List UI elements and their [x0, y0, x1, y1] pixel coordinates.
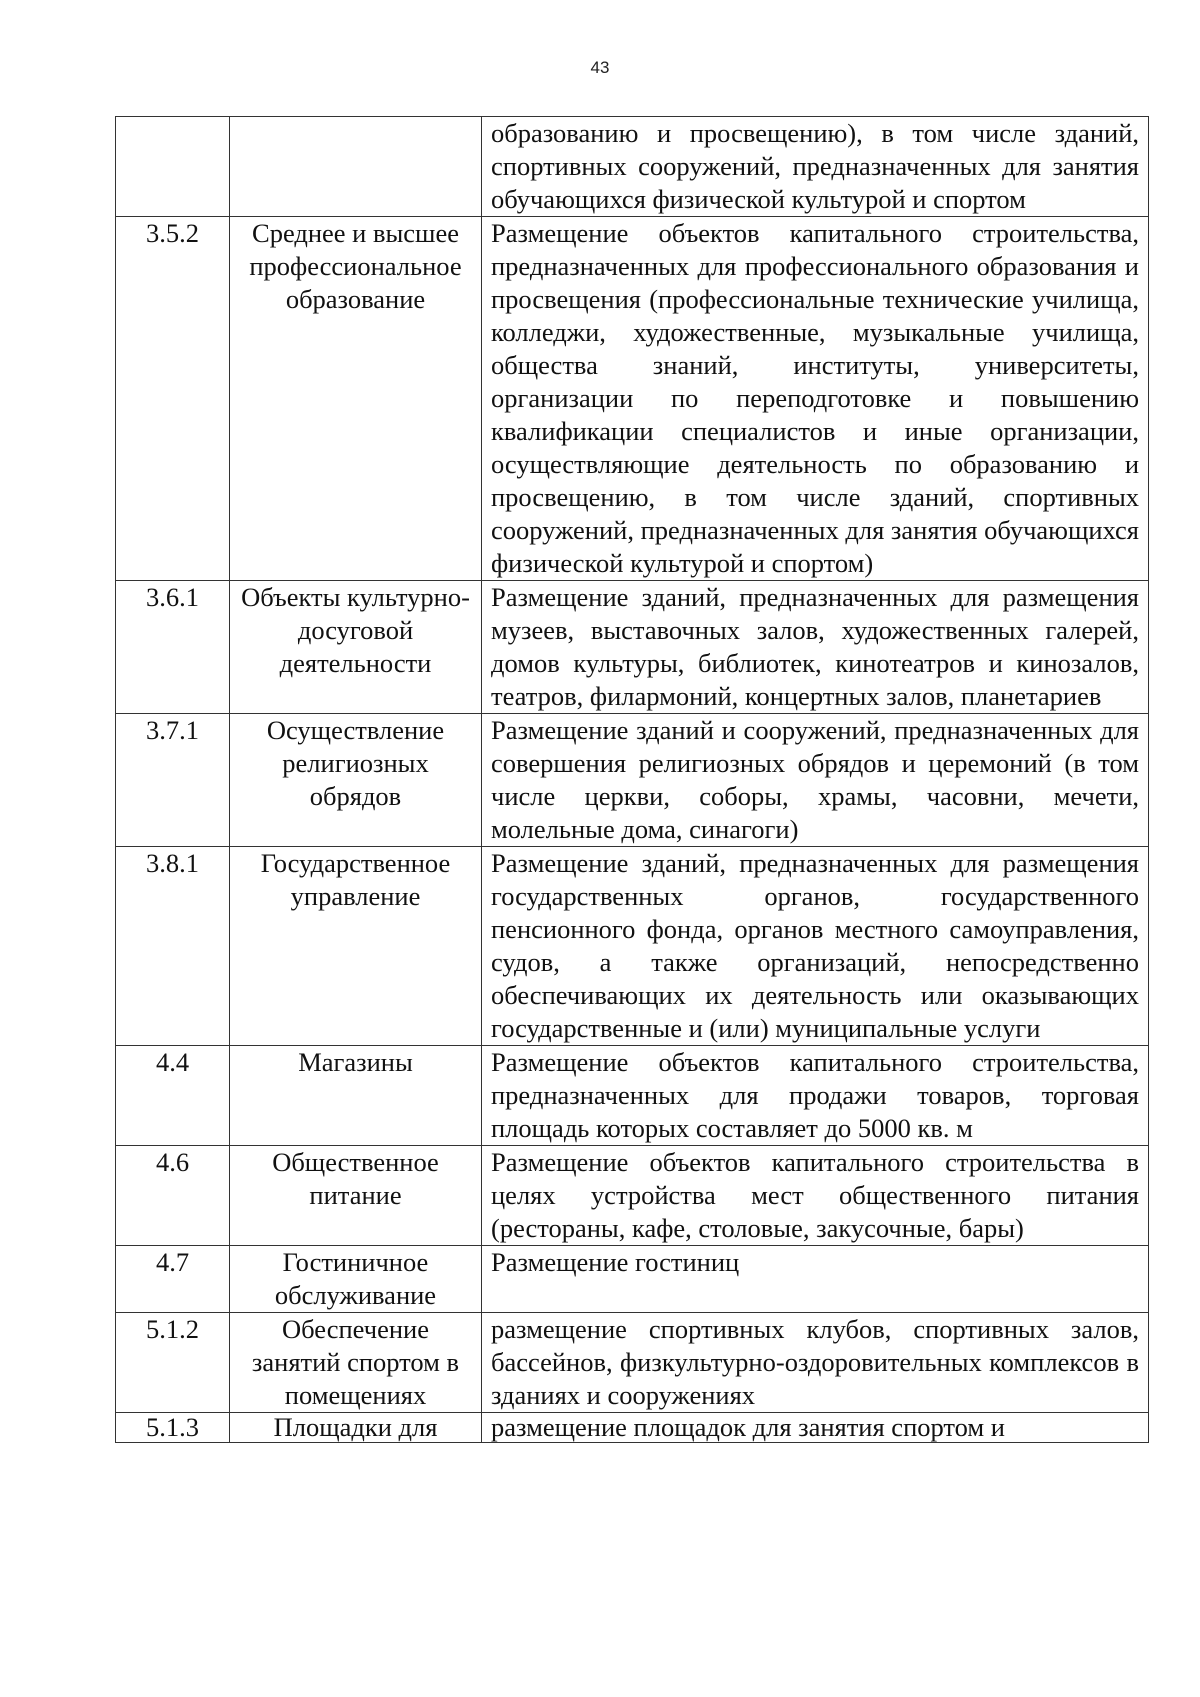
row-description: Размещение зданий, предназначенных для размещения государственных органов, государственного пенсионного фонда, органов местного самоуправления, судов, а также организаций, непосредственно обеспечивающих их деятельность или оказывающих государственные и (или) муниципальные услуги [482, 847, 1149, 1046]
row-description: Размещение объектов капитального строительства, предназначенных для профессионального образования и просвещения (профессиональные технические училища, колледжи, художественные, музыкальные училища, общества знаний, институты, университеты, организации по переподготовке и повышению квалификации специалистов и иные организации, осуществляющие деятельность по образованию и просвещению, в том числе зданий, спортивных сооружений, предназначенных для занятия обучающихся физической культурой и спортом) [482, 217, 1149, 581]
row-code: 3.7.1 [116, 714, 230, 847]
row-name: Осуществление религиозных обрядов [230, 714, 482, 847]
row-code: 5.1.2 [116, 1313, 230, 1413]
row-code: 5.1.3 [116, 1413, 230, 1443]
row-name: Гостиничное обслуживание [230, 1246, 482, 1313]
table-row [116, 217, 1149, 581]
row-description: Размещение объектов капитального строительства в целях устройства мест общественного питания (рестораны, кафе, столовые, закусочные, бары) [482, 1146, 1149, 1246]
row-description: размещение спортивных клубов, спортивных залов, бассейнов, физкультурно-оздоровительных комплексов в зданиях и сооружениях [482, 1313, 1149, 1413]
page-number: 43 [590, 58, 610, 77]
row-code: 3.6.1 [116, 581, 230, 714]
row-name: Объекты культурно-досуговой деятельности [230, 581, 482, 714]
table-row [116, 1413, 1149, 1443]
row-description: Размещение зданий и сооружений, предназначенных для совершения религиозных обрядов и церемоний (в том числе церкви, соборы, храмы, часовни, мечети, молельные дома, синагоги) [482, 714, 1149, 847]
row-code: 3.5.2 [116, 217, 230, 581]
row-name: Государственное управление [230, 847, 482, 1046]
row-name: Обеспечение занятий спортом в помещениях [230, 1313, 482, 1413]
table-row [116, 117, 1149, 217]
table-row [116, 581, 1149, 714]
row-code: 4.6 [116, 1146, 230, 1246]
row-code: 4.4 [116, 1046, 230, 1146]
table-row [116, 1246, 1149, 1313]
table-row [116, 847, 1149, 1046]
row-description: размещение площадок для занятия спортом и [482, 1413, 1149, 1443]
row-code: 4.7 [116, 1246, 230, 1313]
table-row [116, 1146, 1149, 1246]
row-description: Размещение гостиниц [482, 1246, 1149, 1313]
row-code [116, 117, 230, 217]
table-row [116, 714, 1149, 847]
row-description: Размещение зданий, предназначенных для размещения музеев, выставочных залов, художественных галерей, домов культуры, библиотек, кинотеатров и кинозалов, театров, филармоний, концертных залов, планетариев [482, 581, 1149, 714]
row-code: 3.8.1 [116, 847, 230, 1046]
row-description: образованию и просвещению), в том числе зданий, спортивных сооружений, предназначенных для занятия обучающихся физической культурой и спортом [482, 117, 1149, 217]
row-name [230, 117, 482, 217]
row-name: Общественное питание [230, 1146, 482, 1246]
row-name: Площадки для [230, 1413, 482, 1443]
row-name: Среднее и высшее профессиональное образование [230, 217, 482, 581]
table-row [116, 1046, 1149, 1146]
table-row [116, 1313, 1149, 1413]
row-name: Магазины [230, 1046, 482, 1146]
row-description: Размещение объектов капитального строительства, предназначенных для продажи товаров, торговая площадь которых составляет до 5000 кв. м [482, 1046, 1149, 1146]
land-use-table [115, 116, 1149, 1443]
